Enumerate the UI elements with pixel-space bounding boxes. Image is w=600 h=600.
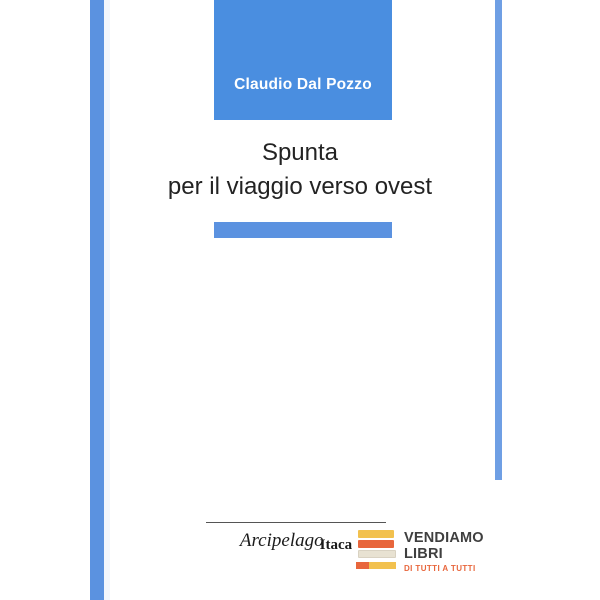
watermark-line-2: LIBRI bbox=[404, 546, 443, 562]
author-blue-block bbox=[214, 0, 392, 120]
watermark-text bbox=[404, 530, 490, 573]
book-icon-orange bbox=[358, 540, 394, 548]
watermark-tagline: DI TUTTI A TUTTI bbox=[404, 564, 476, 573]
title-line-1: Spunta bbox=[261, 139, 339, 166]
book-title bbox=[110, 136, 490, 204]
spine-inner-gap bbox=[104, 0, 110, 600]
publisher-name-part-2: Itaca bbox=[319, 537, 353, 553]
title-line-2: per il viaggio verso ovest bbox=[167, 173, 433, 200]
book-cover bbox=[90, 0, 510, 600]
right-blue-band bbox=[495, 0, 502, 480]
books-stack-icon bbox=[356, 530, 398, 574]
watermark-line-1: VENDIAMO bbox=[404, 530, 484, 546]
publisher-divider bbox=[206, 522, 386, 523]
title-underline-bar bbox=[214, 222, 392, 238]
author-name: Claudio Dal Pozzo bbox=[234, 76, 372, 93]
shelf-icon-orange bbox=[356, 562, 369, 569]
book-icon-yellow bbox=[358, 530, 394, 538]
spine-blue-band bbox=[90, 0, 104, 600]
watermark bbox=[356, 528, 490, 580]
publisher-name-part-1: Arcipelago bbox=[239, 530, 324, 551]
book-icon-cream bbox=[358, 550, 396, 558]
